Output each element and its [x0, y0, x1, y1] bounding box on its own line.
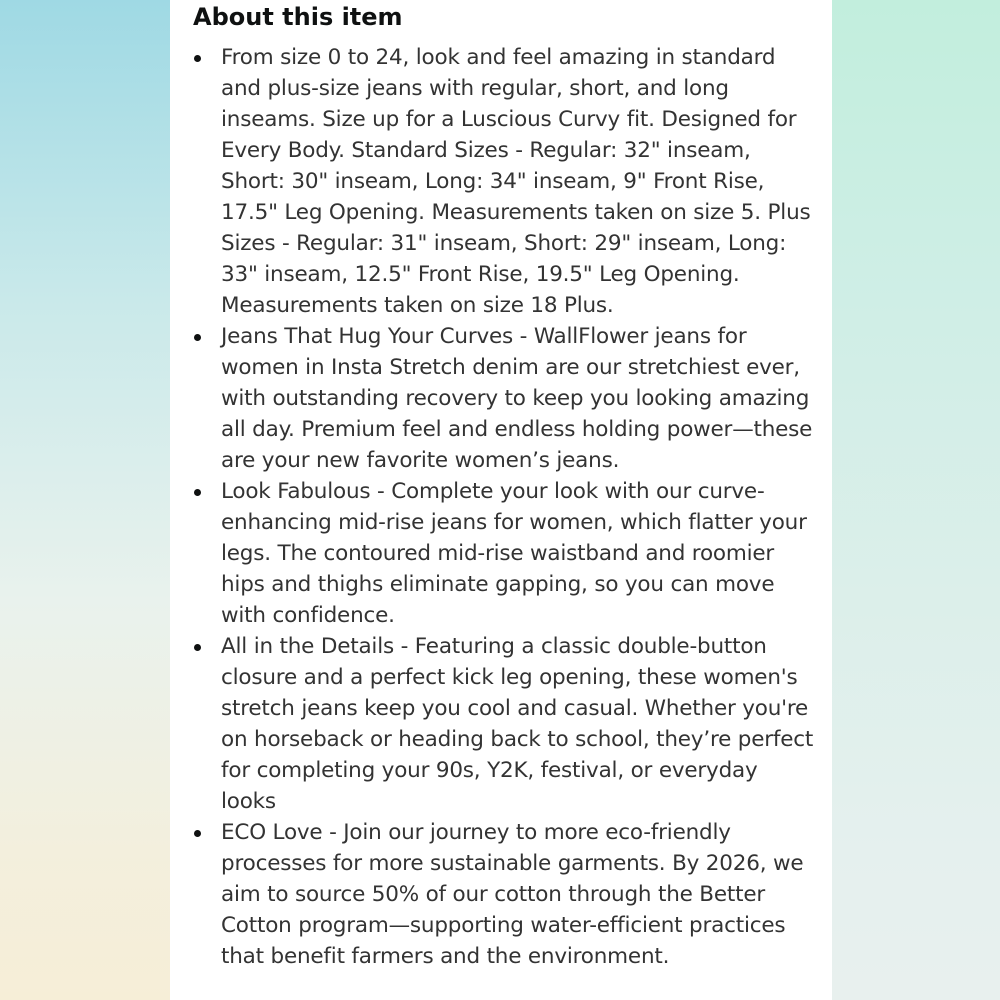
feature-bullet-item — [170, 631, 832, 817]
bullet-dot — [194, 830, 201, 837]
about-this-item-panel — [170, 0, 832, 1000]
section-title: About this item — [193, 3, 403, 31]
feature-bullet-text: All in the Details - Featuring a classic double-button closure and a perfect kick leg opening, these women's stretch jeans keep you cool and casual. Whether you're on horseback or heading back to school, they’re perfect for completing your 90s, Y2K, festival, or everyday looks — [221, 634, 814, 814]
feature-bullet-list — [170, 42, 832, 972]
background-right — [830, 0, 1000, 1000]
bullet-dot — [194, 55, 201, 62]
feature-bullet-item — [170, 817, 832, 972]
feature-bullet-text: Look Fabulous - Complete your look with our curve-enhancing mid-rise jeans for women, which flatter your legs. The contoured mid-rise waistband and roomier hips and thighs eliminate gapping, so you can move with confidence. — [221, 479, 807, 628]
feature-bullet-item — [170, 42, 832, 321]
bullet-dot — [194, 334, 201, 341]
feature-bullet-item — [170, 321, 832, 476]
feature-bullet-text: From size 0 to 24, look and feel amazing in standard and plus-size jeans with regular, short, and long inseams. Size up for a Luscious Curvy fit. Designed for Every Body. Standard Sizes - Regular: 32" inseam, Short: 30" inseam, Long: 34" inseam, 9" Front Rise, 17.5" Leg Opening. Measurements taken on size 5. Plus Sizes - Regular: 31" inseam, Short: 29" inseam, Long: 33" inseam, 12.5" Front Rise, 19.5" Leg Opening. Measurements taken on size 18 Plus. — [221, 45, 811, 318]
bullet-dot — [194, 644, 201, 651]
feature-bullet-item — [170, 476, 832, 631]
feature-bullet-text: ECO Love - Join our journey to more eco-friendly processes for more sustainable garments. By 2026, we aim to source 50% of our cotton through the Better Cotton program—supporting water-efficient practices that benefit farmers and the environment. — [221, 820, 804, 969]
bullet-dot — [194, 489, 201, 496]
background-left — [0, 0, 170, 1000]
feature-bullet-text: Jeans That Hug Your Curves - WallFlower jeans for women in Insta Stretch denim are our stretchiest ever, with outstanding recovery to keep you looking amazing all day. Premium feel and endless holding power—these are your new favorite women’s jeans. — [221, 324, 813, 473]
